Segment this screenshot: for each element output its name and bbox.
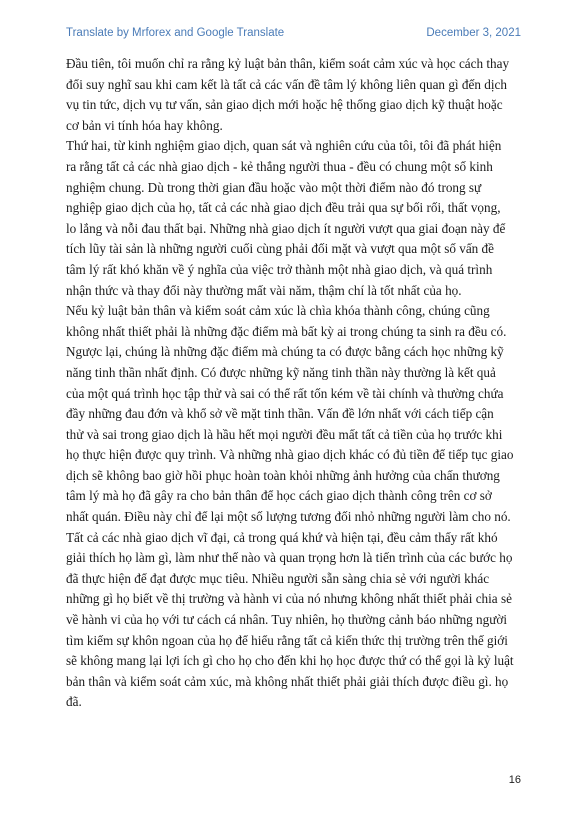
paragraph-1: Đầu tiên, tôi muốn chỉ ra rằng kỷ luật bản thân, kiểm soát cảm xúc và học cách thay đổi suy nghĩ sau khi cam kết là tất cả các vấn đề tâm lý không liên quan gì đến dịch vụ tin tức, dịch vụ tư vấn, sản giao dịch mới hoặc hệ thống giao dịch kỹ thuật hoặc cơ bản vi tính hóa hay không. xyxy=(66,56,510,133)
paragraph-3: Nếu kỷ luật bản thân và kiểm soát cảm xúc là chìa khóa thành công, chúng cũng không nhất thiết phải là những đặc điểm mà bất kỳ ai trong chúng ta sinh ra đều có. Ngược lại, chúng là những đặc điểm mà chúng ta có được bằng cách học những kỹ năng tinh thần nhất định. Có được những kỹ năng tinh thần này thường là kết quả của một quá trình học tập thử và sai có thể rất tốn kém về tài chính và thường chứa đầy những đau đớn và khổ sở về mặt tinh thần. Vấn đề lớn nhất với cách tiếp cận thử và sai trong giao dịch là hầu hết mọi người đều mất tất cả tiền của họ trước khi họ thực hiện được quy trình. Và những nhà giao dịch khác có đủ tiền để tiếp tục giao dịch sẽ không bao giờ hồi phục hoàn toàn khỏi những ảnh hưởng của chấn thương tâm lý mà họ đã gây ra cho bản thân để học cách giao dịch thành công trên cơ sở nhất quán. Điều này chỉ để lại một số lượng tương đối nhỏ những người làm cho nó. xyxy=(66,303,514,525)
header-date: December 3, 2021 xyxy=(426,27,521,39)
paragraph-4: Tất cả các nhà giao dịch vĩ đại, cả trong quá khứ và hiện tại, đều cảm thấy rất khó giải thích họ làm gì, làm như thế nào và quan trọng hơn là tiến trình của các bước họ đã thực hiện để đạt được mục tiêu. Nhiều người sẵn sàng chia sẻ với người khác những gì họ biết về thị trường và hành vi của nó nhưng không nhất thiết phải chia sẻ về hành vi của họ với tư cách cá nhân. Tuy nhiên, họ thường cảnh báo những người tìm kiếm sự khôn ngoan của họ để hiểu rằng tất cả kiến thức thị trường trên thế giới sẽ không mang lại lợi ích gì cho họ cho đến khi họ học được thứ có thể gọi là kỷ luật bản thân và kiểm soát cảm xúc, mà không nhất thiết phải giải thích được điều gì. họ đã. xyxy=(66,529,514,710)
page-number: 16 xyxy=(508,774,521,786)
header-translator-credit: Translate by Mrforex and Google Translate xyxy=(66,27,285,39)
paragraph-2: Thứ hai, từ kinh nghiệm giao dịch, quan sát và nghiên cứu của tôi, tôi đã phát hiện ra rằng tất cả các nhà giao dịch - kẻ thắng người thua - đều có chung một số kinh nghiệm chung. Dù trong thời gian đầu hoặc vào một thời điểm nào đó trong sự nghiệp giao dịch của họ, tất cả các nhà giao dịch đều trải qua sự bối rối, thất vọng, lo lắng và nỗi đau thất bại. Những nhà giao dịch ít người vượt qua giai đoạn này để tích lũy tài sản là những người cuối cùng phải đối mặt và vượt qua một số vấn đề tâm lý rất khó khăn về ý nghĩa của việc trở thành một nhà giao dịch, và quá trình nhận thức và thay đổi này thường mất vài năm, thậm chí là tốt nhất của họ. xyxy=(66,138,506,298)
page-header xyxy=(0,0,576,40)
document-body xyxy=(66,54,514,713)
